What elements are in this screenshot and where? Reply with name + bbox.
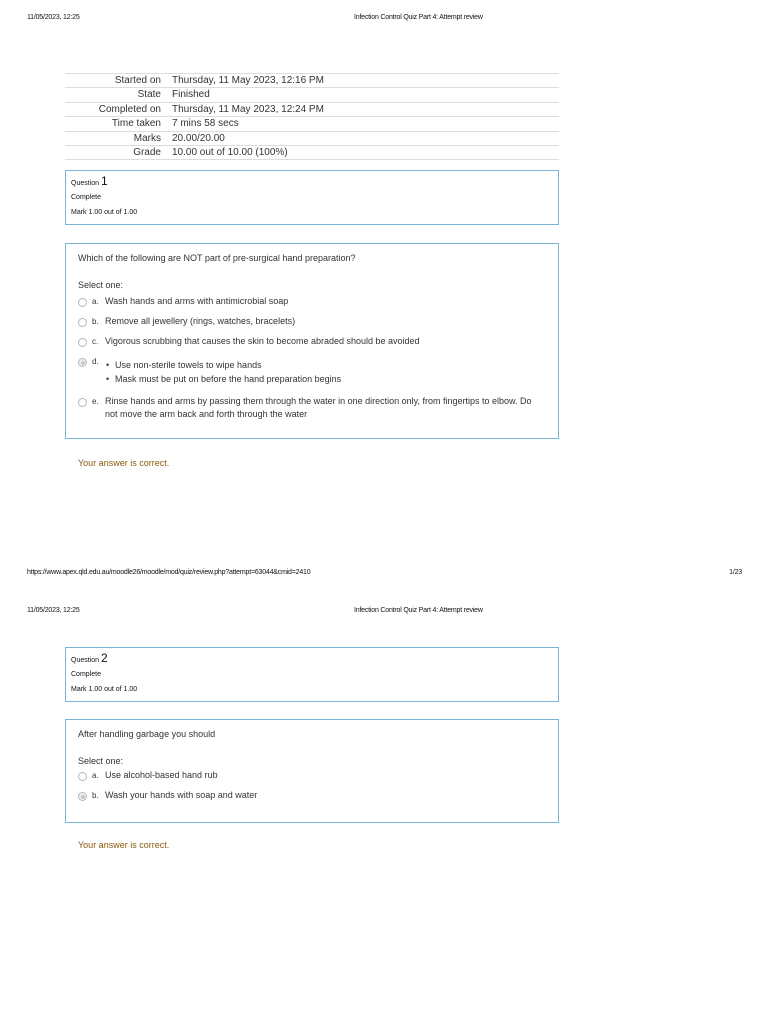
radio-button-selected[interactable] <box>78 792 87 801</box>
print-header <box>0 607 768 619</box>
summary-label: Completed on <box>98 103 161 115</box>
summary-label: State <box>137 89 161 101</box>
option-text: Rinse hands and arms by passing them through the water in one direction only, from fingertips to elbow. Do not move the arm back and forth through the water <box>105 396 532 419</box>
radio-button[interactable] <box>78 338 87 347</box>
print-title: Infection Control Quiz Part 4: Attempt review <box>354 14 483 21</box>
select-one-prompt: Select one: <box>78 280 124 290</box>
attempt-summary-table <box>65 73 559 160</box>
question-state: Complete <box>71 671 101 678</box>
summary-label: Time taken <box>111 118 161 130</box>
option-letter: b. <box>92 317 99 326</box>
radio-button[interactable] <box>78 298 87 307</box>
question-label: Question <box>71 657 100 664</box>
summary-value: Finished <box>172 89 210 101</box>
question-mark: Mark 1.00 out of 1.00 <box>71 686 138 693</box>
summary-label: Grade <box>133 146 161 158</box>
question-state: Complete <box>71 194 101 201</box>
option-bullet: • Use non-sterile towels to wipe hands <box>105 358 546 372</box>
question-info-2 <box>65 647 559 702</box>
radio-button[interactable] <box>78 318 87 327</box>
option-bullet: • Mask must be put on before the hand preparation begins <box>105 372 546 386</box>
option-letter: a. <box>92 771 99 780</box>
question-content-2 <box>65 719 559 823</box>
summary-value: 7 mins 58 secs <box>172 118 239 130</box>
answer-option-a[interactable] <box>78 295 546 308</box>
question-text: After handling garbage you should <box>78 729 216 739</box>
summary-label: Marks <box>133 132 161 144</box>
answer-option-b[interactable] <box>78 315 546 328</box>
question-content-1 <box>65 243 559 439</box>
question-text: Which of the following are NOT part of pre-surgical hand preparation? <box>78 253 356 263</box>
option-letter: e. <box>92 397 99 406</box>
summary-row <box>65 102 559 116</box>
feedback-text: Your answer is correct. <box>78 840 170 850</box>
summary-label: Started on <box>114 75 161 86</box>
option-letter: d. <box>92 357 99 366</box>
select-one-prompt: Select one: <box>78 756 124 766</box>
summary-value: Thursday, 11 May 2023, 12:16 PM <box>172 75 324 86</box>
option-text: Remove all jewellery (rings, watches, bracelets) <box>105 316 296 326</box>
print-url: https://www.apex.qld.edu.au/moodle26/moodle/mod/quiz/review.php?attempt=63044&cmid=2410 <box>27 569 311 576</box>
option-text: Use alcohol-based hand rub <box>105 770 218 780</box>
print-header <box>0 14 768 26</box>
summary-value: Thursday, 11 May 2023, 12:24 PM <box>172 103 324 115</box>
question-label: Question <box>71 180 100 187</box>
summary-value: 10.00 out of 10.00 (100%) <box>172 146 288 158</box>
option-letter: c. <box>92 337 99 346</box>
print-title: Infection Control Quiz Part 4: Attempt review <box>354 607 483 614</box>
print-date: 11/05/2023, 12:25 <box>27 14 80 21</box>
question-number: 1 <box>100 174 108 188</box>
radio-button[interactable] <box>78 398 87 407</box>
option-bullet-list <box>105 358 546 386</box>
radio-button-selected[interactable] <box>78 358 87 367</box>
option-letter: b. <box>92 791 99 800</box>
question-mark: Mark 1.00 out of 1.00 <box>71 209 138 216</box>
option-text <box>105 355 546 386</box>
answer-option-b[interactable] <box>78 789 546 802</box>
summary-row <box>65 131 559 145</box>
summary-row <box>65 145 559 159</box>
option-text: Wash your hands with soap and water <box>105 790 258 800</box>
feedback-text: Your answer is correct. <box>78 458 170 468</box>
answer-option-e[interactable] <box>78 395 546 421</box>
summary-row <box>65 117 559 131</box>
question-info-1 <box>65 170 559 225</box>
page-number: 1/23 <box>729 569 742 576</box>
answer-option-d[interactable] <box>78 355 546 386</box>
option-letter: a. <box>92 297 99 306</box>
print-footer <box>0 569 768 581</box>
print-date: 11/05/2023, 12:25 <box>27 607 80 614</box>
summary-row <box>65 88 559 102</box>
summary-value: 20.00/20.00 <box>172 132 225 144</box>
radio-button[interactable] <box>78 772 87 781</box>
option-text: Wash hands and arms with antimicrobial soap <box>105 296 289 306</box>
answer-option-c[interactable] <box>78 335 546 348</box>
summary-row <box>65 74 559 88</box>
question-number: 2 <box>100 651 108 665</box>
answer-option-a[interactable] <box>78 769 546 782</box>
option-text: Vigorous scrubbing that causes the skin to become abraded should be avoided <box>105 336 420 346</box>
